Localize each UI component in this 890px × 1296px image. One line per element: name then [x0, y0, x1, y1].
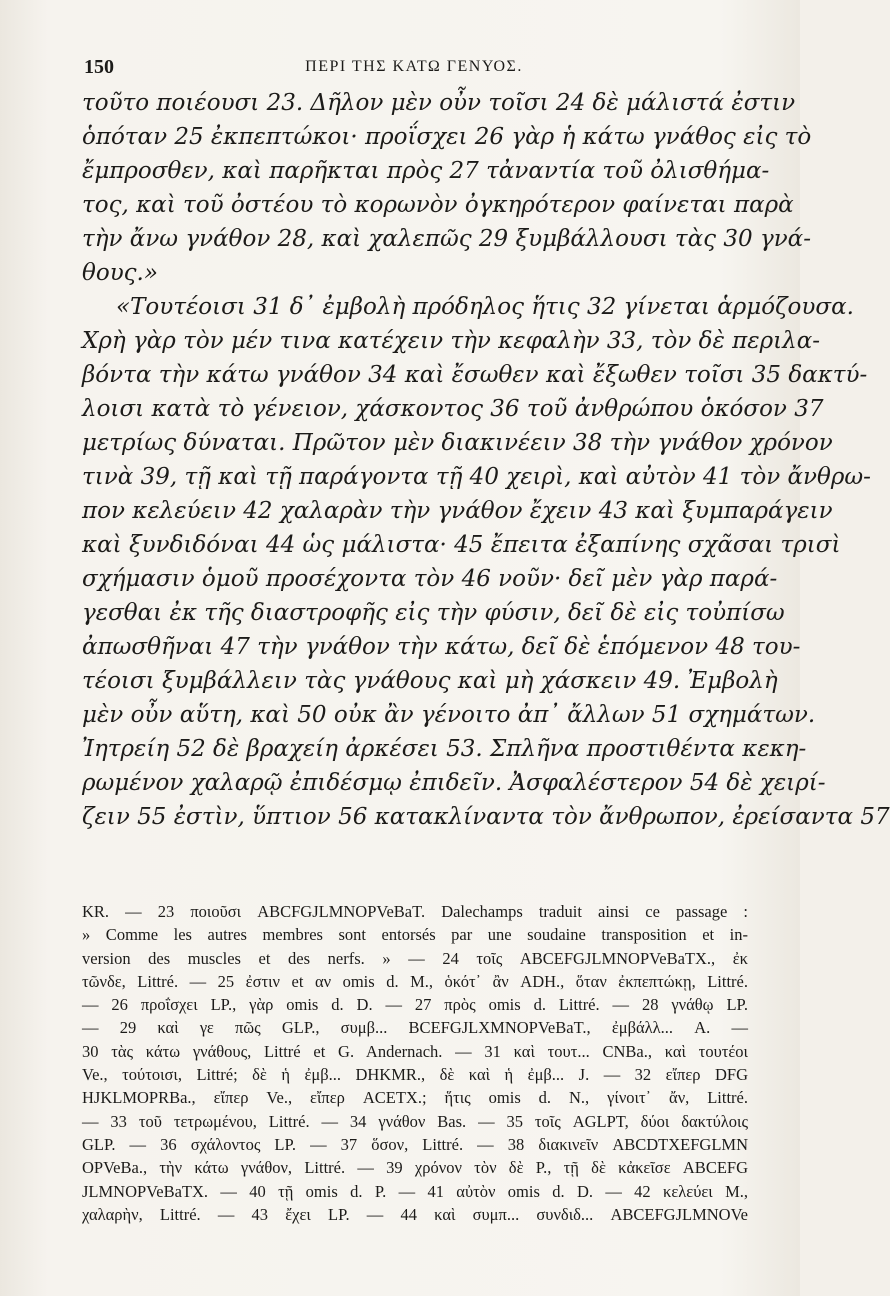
footnote-line: χαλαρὴν, Littré. — 43 ἔχει LP. — 44 καὶ συμπ... συνδιδ... ABCEFGJLMNOVe	[82, 1204, 748, 1224]
footnote-line: JLMNOPVeBaTX. — 40 τῇ omis d. P. — 41 αὐτὸν omis d. D. — 42 κελεύει M.,	[82, 1181, 748, 1201]
footnote-line: 30 τὰς κάτω γνάθους, Littré et G. Andernach. — 31 καὶ τουτ... CNBa., καὶ τουτέοι	[82, 1041, 748, 1061]
text-line: ἔμπροσθεν, καὶ παρῆκται πρὸς 27 τἀναντία τοῦ ὀλισθήμα-	[82, 158, 770, 184]
page-number: 150	[84, 56, 114, 78]
footnote-line: — 26 προΐσχει LP., γὰρ omis d. D. — 27 πρὸς omis d. Littré. — 28 γνάθῳ LP.	[82, 995, 748, 1015]
text-line: ρωμένον χαλαρῷ ἐπιδέσμῳ ἐπιδεῖν. Ἀσφαλέστερον 54 δὲ χειρί-	[82, 770, 826, 796]
footnote-line: KR. — 23 ποιοῦσι ABCFGJLMNOPVeBaT. Dalechamps traduit ainsi ce passage :	[82, 902, 748, 921]
text-line: γεσθαι ἐκ τῆς διαστροφῆς εἰς τὴν φύσιν, δεῖ δὲ εἰς τοὐπίσω	[82, 600, 785, 626]
footnote-line: version des muscles et des nerfs. » — 24 τοῖς ABCEFGJLMNOPVeBaTX., ἐκ	[82, 948, 748, 968]
text-line: «Τουτέοισι 31 δ᾽ ἐμβολὴ πρόδηλος ἥτις 32 γίνεται ἁρμόζουσα.	[116, 294, 854, 320]
text-line: τὴν ἄνω γνάθον 28, καὶ χαλεπῶς 29 ξυμβάλλουσι τὰς 30 γνά-	[82, 226, 811, 252]
text-line: Χρὴ γὰρ τὸν μέν τινα κατέχειν τὴν κεφαλὴν 33, τὸν δὲ περιλα-	[82, 328, 821, 354]
text-line: Ἰητρείη 52 δὲ βραχείη ἀρκέσει 53. Σπλῆνα προστιθέντα κεκη-	[82, 736, 807, 762]
text-line: μὲν οὖν αὕτη, καὶ 50 οὐκ ἂν γένοιτο ἀπ᾽ ἄλλων 51 σχημάτων.	[82, 702, 816, 728]
footnote-line: — 33 τοῦ τετρωμένου, Littré. — 34 γνάθον Bas. — 35 τοῖς AGLPT, δύοι δακτύλοις	[82, 1111, 748, 1131]
running-title: ΠΕΡΙ ΤΗΣ ΚΑΤΩ ΓΕΝΥΟΣ.	[305, 58, 523, 75]
footnote-line: OPVeBa., τὴν κάτω γνάθον, Littré. — 39 χρόνον τὸν δὲ P., τῇ δὲ κἀκεῖσε ABCEFG	[82, 1158, 748, 1178]
text-line: μετρίως δύναται. Πρῶτον μὲν διακινέειν 38 τὴν γνάθον χρόνον	[82, 430, 833, 456]
text-line: καὶ ξυνδιδόναι 44 ὡς μάλιστα· 45 ἔπειτα ἐξαπίνης σχᾶσαι τρισὶ	[82, 532, 841, 558]
text-line: τινὰ 39, τῇ καὶ τῇ παράγοντα τῇ 40 χειρὶ, καὶ αὐτὸν 41 τὸν ἄνθρω-	[82, 464, 871, 490]
text-line: ὁπόταν 25 ἐκπεπτώκοι· προΐσχει 26 γὰρ ἡ κάτω γνάθος εἰς τὸ	[82, 124, 812, 150]
text-line: θους.»	[82, 260, 158, 286]
page-header	[84, 56, 744, 82]
text-line: ζειν 55 ἐστὶν, ὕπτιον 56 κατακλίναντα τὸν ἄνθρωπον, ἐρείσαντα 57	[82, 804, 890, 830]
text-line: πον κελεύειν 42 χαλαρὰν τὴν γνάθον ἔχειν 43 καὶ ξυμπαράγειν	[82, 498, 833, 524]
footnote-line: GLP. — 36 σχάλοντος LP. — 37 ὅσον, Littré. — 38 διακινεῖν ABCDTXEFGLMN	[82, 1134, 748, 1154]
text-line: ἀπωσθῆναι 47 τὴν γνάθον τὴν κάτω, δεῖ δὲ ἑπόμενον 48 του-	[82, 634, 801, 660]
text-line: σχήμασιν ὁμοῦ προσέχοντα τὸν 46 νοῦν· δεῖ μὲν γὰρ παρά-	[82, 566, 778, 592]
footnote-line: » Comme les autres membres sont entorsés par une soudaine transposition et in-	[82, 925, 748, 945]
footnote-line: τῶνδε, Littré. — 25 ἐστιν et αν omis d. M., ὁκότ᾽ ἂν ADH., ὅταν ἐκπεπτώκῃ, Littré.	[82, 971, 748, 991]
text-line: τος, καὶ τοῦ ὀστέου τὸ κορωνὸν ὀγκηρότερον φαίνεται παρὰ	[82, 192, 794, 218]
greek-main-text	[82, 86, 890, 834]
footnote-line: HJKLMOPRBa., εἴπερ Ve., εἴπερ ACETX.; ἥτις omis d. N., γίνοιτ᾽ ἄν, Littré.	[82, 1088, 748, 1108]
text-line: βόντα τὴν κάτω γνάθον 34 καὶ ἔσωθεν καὶ ἔξωθεν τοῖσι 35 δακτύ-	[82, 362, 868, 388]
footnote-line: — 29 καὶ γε πῶς GLP., συμβ... BCEFGJLXMNOPVeBaT., ἐμβάλλ... A. —	[82, 1018, 748, 1038]
footnote-line: Ve., τούτοισι, Littré; δὲ ἡ ἐμβ... DHKMR., δὲ καὶ ἡ ἐμβ... J. — 32 εἴπερ DFG	[82, 1065, 748, 1085]
text-line: λοισι κατὰ τὸ γένειον, χάσκοντος 36 τοῦ ἀνθρώπου ὁκόσον 37	[82, 396, 824, 422]
text-line: τέοισι ξυμβάλλειν τὰς γνάθους καὶ μὴ χάσκειν 49. Ἐμβολὴ	[82, 668, 778, 694]
text-line: τοῦτο ποιέουσι 23. Δῆλον μὲν οὖν τοῖσι 24 δὲ μάλιστά ἐστιν	[82, 90, 796, 116]
footnotes	[82, 900, 748, 1226]
